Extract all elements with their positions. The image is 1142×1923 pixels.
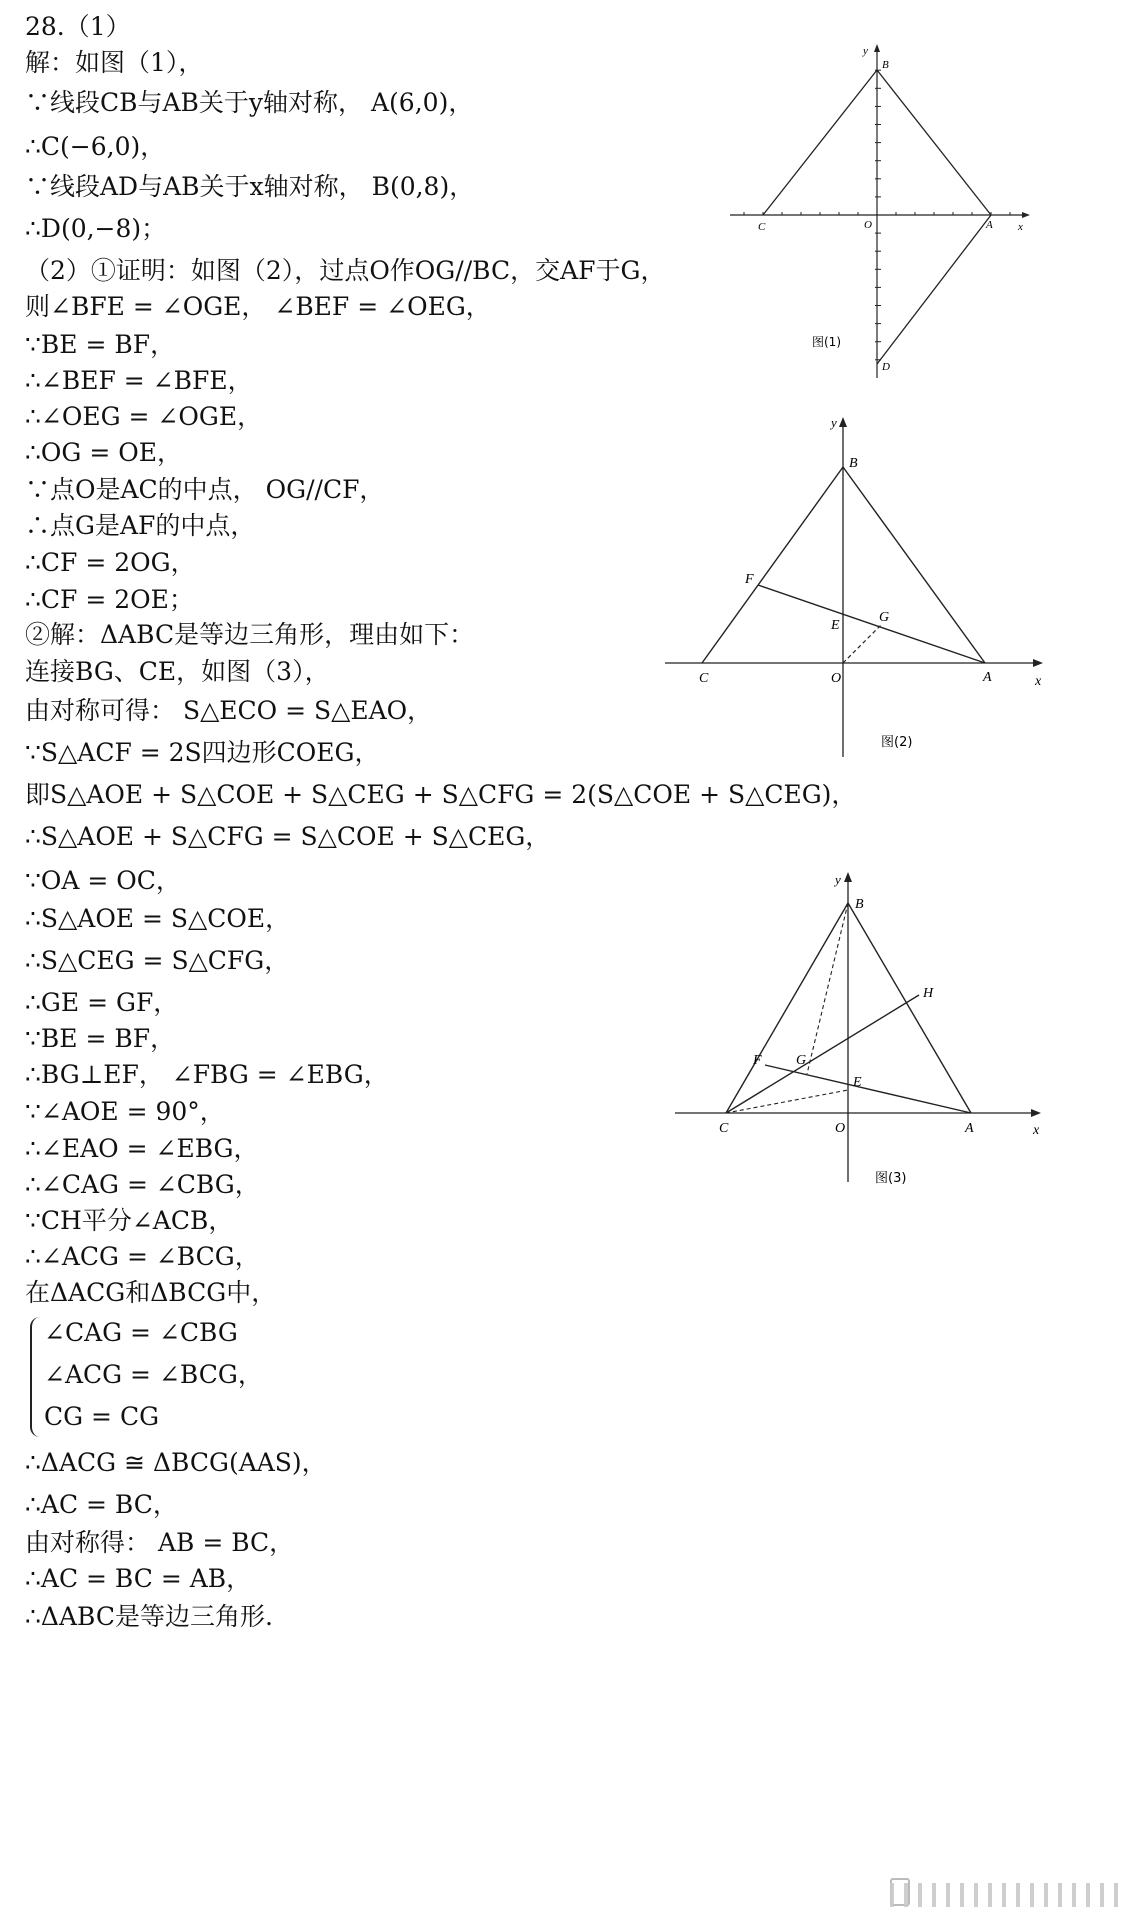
label-B: B: [882, 59, 889, 71]
label-C: C: [719, 1121, 729, 1136]
label-y: y: [835, 872, 841, 887]
text-line-24: ∴S△CEG = S△CFG，: [25, 946, 290, 975]
figure-2: [665, 415, 1045, 769]
x-axis-arrow: [1022, 212, 1030, 218]
text-line-16: ②解：ΔABC是等边三角形，理由如下：: [25, 620, 475, 649]
segment-CB: [763, 70, 877, 215]
text-line-8: ∵BE = BF，: [25, 330, 176, 359]
x-axis-arrow: [1031, 1109, 1041, 1117]
segment-BA: [848, 903, 971, 1113]
text-line-27: ∴BG⊥EF， ∠FBG = ∠EBG，: [25, 1060, 389, 1089]
label-B: B: [855, 897, 864, 912]
text-line-22: ∵OA = OC，: [25, 866, 181, 895]
text-line-26: ∵BE = BF，: [25, 1024, 176, 1053]
text-line-3: ∴C(−6,0)，: [25, 132, 166, 161]
label-H: H: [923, 986, 934, 1001]
text-line-31: ∵CH平分∠ACB，: [25, 1206, 234, 1235]
system-line-2: ∠ACG = ∠BCG，: [44, 1360, 263, 1389]
text-line-38: ∴AC = BC，: [25, 1490, 178, 1519]
label-C: C: [699, 671, 709, 686]
text-line-20: 即S△AOE + S△COE + S△CEG + S△CFG = 2(S△COE + S△CEG)，: [25, 780, 857, 809]
label-y: y: [831, 415, 837, 430]
text-line-29: ∴∠EAO = ∠EBG，: [25, 1134, 259, 1163]
text-line-14: ∴CF = 2OG，: [25, 548, 196, 577]
problem-number: 28.（1）: [25, 12, 131, 41]
text-line-2: ∵线段CB与AB关于y轴对称， A(6,0)，: [25, 88, 474, 117]
footer-marks: [890, 1883, 1120, 1907]
figure-3: [675, 870, 1045, 1194]
segment-FA: [758, 585, 985, 663]
label-F: F: [745, 572, 754, 587]
figure-2-caption: 图(2): [881, 735, 913, 750]
text-line-17: 连接BG、CE，如图（3），: [25, 657, 330, 686]
text-line-11: ∴OG = OE，: [25, 438, 182, 467]
text-line-15: ∴CF = 2OE；: [25, 585, 194, 614]
label-x: x: [1018, 221, 1023, 233]
label-O: O: [835, 1121, 846, 1136]
segment-OG-dashed: [843, 625, 881, 663]
text-line-33: 在ΔACG和ΔBCG中，: [25, 1278, 277, 1307]
system-brace: [30, 1317, 42, 1437]
label-B: B: [849, 456, 858, 471]
text-line-6: （2）①证明：如图（2），过点O作OG//BC，交AF于G，: [25, 256, 666, 285]
text-line-4: ∵线段AD与AB关于x轴对称， B(0,8)，: [25, 172, 475, 201]
label-E: E: [853, 1075, 862, 1090]
label-A: A: [983, 670, 992, 685]
label-C: C: [758, 221, 766, 233]
text-line-37: ∴ΔACG ≅ ΔBCG(AAS)，: [25, 1448, 327, 1477]
text-line-28: ∵∠AOE = 90°，: [25, 1097, 225, 1126]
label-D: D: [882, 361, 890, 373]
text-line-5: ∴D(0,−8)；: [25, 214, 167, 243]
figure-1-caption: 图(1): [812, 335, 841, 349]
text-line-41: ∴ΔABC是等边三角形.: [25, 1602, 273, 1631]
label-E: E: [831, 618, 840, 633]
label-A: A: [986, 219, 993, 231]
text-line-18: 由对称可得： S△ECO = S△EAO，: [25, 696, 433, 725]
text-line-23: ∴S△AOE = S△COE，: [25, 904, 291, 933]
segment-BA: [843, 467, 985, 663]
text-line-12: ∵点O是AC的中点， OG//CF，: [25, 475, 385, 504]
label-O: O: [831, 671, 842, 686]
label-G: G: [796, 1053, 807, 1068]
text-line-39: 由对称得： AB = BC，: [25, 1528, 295, 1557]
label-x: x: [1033, 1123, 1040, 1138]
text-line-10: ∴∠OEG = ∠OGE，: [25, 402, 263, 431]
text-line-21: ∴S△AOE + S△CFG = S△COE + S△CEG，: [25, 822, 551, 851]
segment-FA: [765, 1065, 971, 1113]
x-axis-arrow: [1033, 659, 1043, 667]
label-G: G: [879, 610, 890, 625]
y-axis-arrow: [839, 417, 847, 427]
label-x: x: [1035, 674, 1042, 689]
y-axis-arrow: [874, 44, 880, 52]
label-A: A: [965, 1121, 974, 1136]
text-line-32: ∴∠ACG = ∠BCG，: [25, 1242, 260, 1271]
system-line-1: ∠CAG = ∠CBG: [44, 1318, 238, 1347]
label-y: y: [863, 45, 868, 57]
figure-3-caption: 图(3): [875, 1171, 907, 1186]
text-line-19: ∵S△ACF = 2S四边形COEG，: [25, 738, 380, 767]
y-axis-arrow: [844, 872, 852, 882]
text-line-9: ∴∠BEF = ∠BFE，: [25, 366, 253, 395]
text-line-13: ∴点G是AF的中点，: [25, 511, 256, 540]
segment-AD: [877, 215, 991, 364]
text-line-7: 则∠BFE = ∠OGE， ∠BEF = ∠OEG，: [25, 292, 491, 321]
text-line-1: 解：如图（1），: [25, 48, 204, 77]
segment-BG-dashed: [807, 903, 848, 1074]
label-F: F: [753, 1053, 762, 1068]
figure-1: [730, 40, 1050, 384]
label-O: O: [864, 219, 872, 231]
text-line-40: ∴AC = BC = AB，: [25, 1564, 252, 1593]
text-line-30: ∴∠CAG = ∠CBG，: [25, 1170, 260, 1199]
segment-CB: [726, 903, 848, 1113]
system-line-3: CG = CG: [44, 1402, 160, 1431]
text-line-25: ∴GE = GF，: [25, 988, 179, 1017]
segment-AB: [877, 70, 991, 215]
segment-CB: [702, 467, 843, 663]
